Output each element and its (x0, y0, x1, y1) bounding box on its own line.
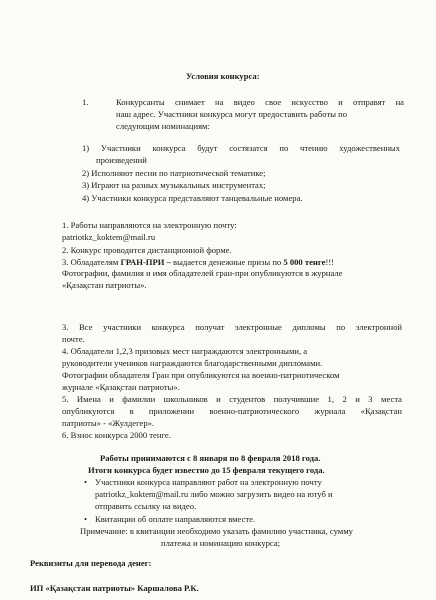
nomination-2: 2) Исполняют песни по патриотической тематике; (82, 168, 266, 178)
requisites-title: Реквизиты для перевода денег: (30, 558, 152, 568)
rule-3-line-2: Фотографии, фамилия и имя обладателей гран-при опубликуются в журнале (62, 268, 343, 278)
nomination-1: 1) Участники конкурса будут состязатся по чтению художественных (82, 143, 400, 153)
requisites-org: ИП «Қазақстан патриоты» Каршалова Р.К. (30, 583, 199, 593)
intro-number: 1. (82, 97, 89, 107)
doc-title: Условия конкурса: (186, 71, 260, 81)
bullet-submit-line-3: отправить ссылку на видео. (95, 501, 197, 511)
intro-line-2: наш адрес. Участники конкурса могут предоставить работы по (116, 109, 348, 119)
deadline-line-2: Итоги конкурса будет известно до 15 февраля текущего года. (88, 465, 325, 475)
rule-3-amount: 5 000 тенге (283, 257, 326, 267)
rule-3-mid: выдается денежные призы по (170, 257, 284, 267)
bullet-submit-line-2: patriotkz_koktem@mail.ru либо можно загрузить видео на ютуб и (95, 489, 333, 499)
intro-line-3: следующим номинациям: (116, 121, 210, 131)
rule-diplomas: 3. Все участники конкурса получат электронные дипломы по электронной (62, 322, 402, 332)
rule-winners: 4. Обладатели 1,2,3 призовых мест награждаются электронными, а (62, 346, 308, 356)
rule-names-line-2: опубликуются в приложении военно-патриотического журнала «Қазақстан (62, 406, 402, 416)
rule-3-end: !!! (325, 257, 335, 267)
note-line-2: платежа и номинацию конкурса; (161, 538, 281, 548)
rule-1: 1. Работы направляются на электронную почту: (62, 220, 237, 230)
rule-names: 5. Имена и фамилии школьников и студентов получившие 1, 2 и 3 места (62, 394, 402, 404)
rule-3-line-3: «Қазақстан патриоты». (62, 280, 147, 290)
rule-winners-line-2: руководители учеников награждаются благодарственными дипломами. (62, 358, 323, 368)
note-line-1: Примечание: в квитанции необходимо указать фамилию участника, сумму (80, 526, 353, 536)
rule-fee: 6. Взнос конкурса 2000 тенге. (62, 430, 171, 440)
deadline-line-1: Работы принимаются с 8 января по 8 февраля 2018 года. (100, 453, 321, 463)
rule-1-email: patriotkz_koktem@mail.ru (62, 232, 156, 242)
rule-3-grandprix: ГРАН-ПРИ – (120, 257, 171, 267)
nomination-1-cont: произведений (96, 155, 147, 165)
rule-3 (62, 257, 334, 267)
rule-winners-line-4: журнале «Қазақстан патриоты». (62, 382, 180, 392)
rule-diplomas-cont: почте. (62, 334, 85, 344)
bullet-receipt: • Квитанции об оплате направляются вместе. (95, 514, 255, 524)
bullet-submit: • Участники конкурса направляют работ на электронную почту (95, 477, 322, 487)
rule-3-prefix: 3. Обладателям (62, 257, 121, 267)
rule-winners-line-3: Фотографии обладателя Гран при опубликуются на военно-патриотическом (62, 370, 340, 380)
rule-2: 2. Конкурс проводится дистанционной форме. (62, 245, 232, 255)
intro-line-1: Конкурсанты снимает на видео свое искусство и отправят на (116, 97, 404, 107)
nomination-3: 3) Играют на разных музыкальных инструментах; (82, 180, 266, 190)
nomination-4: 4) Участники конкурса представляют танцевальные номера. (82, 193, 303, 203)
rule-names-line-3: патриоты» - «Жулдегер». (62, 418, 155, 428)
